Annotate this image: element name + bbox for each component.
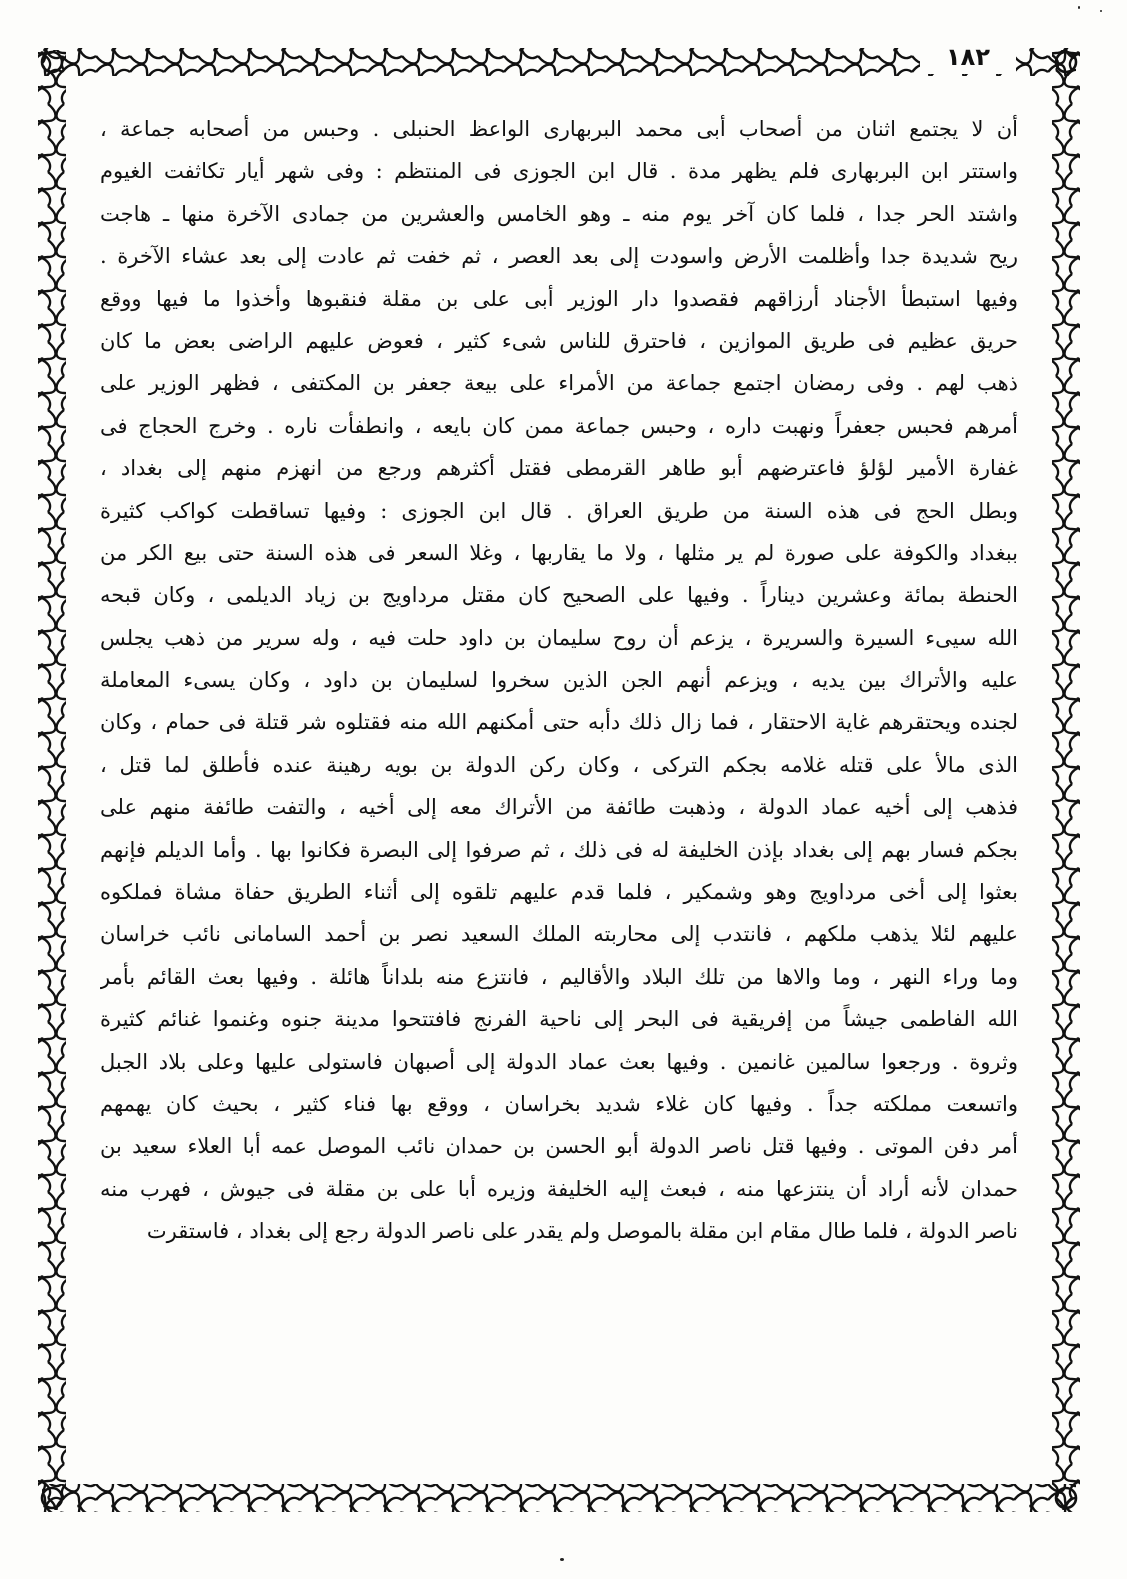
text-line: لجنده ويحتقرهم غاية الاحتقار ، فما زال ذلك دأبه حتى أمكنهم الله منه فقتلوه شر قتلة فى حمام ، وكان [100, 710, 1018, 735]
text-line: أن لا يجتمع اثنان من أصحاب أبى محمد البربهارى الواعظ الحنبلى . وحبس من أصحابه جماعة ، [100, 117, 1018, 141]
text-line: حمدان لأنه أراد أن ينتزعها منه ، فبعث إليه الخليفة وزيره أبا على بن مقلة فى جيوش ، فهرب منه [100, 1176, 1018, 1201]
text-line: الحنطة بمائة وعشرين ديناراً . وفيها على الصحيح كان مقتل مرداويج بن زياد الديلمى ، وكان قبحه [100, 583, 1018, 608]
text-line: بعثوا إلى أخى مرداويج وهو وشمكير ، فلما قدم عليهم تلقوه إلى أثناء الطريق حفاة مشاة فملكوه [100, 880, 1018, 905]
text-line: عليه والأتراك بين يديه ، ويزعم أنهم الجن الذين سخروا لسليمان بن داود ، وكان يسىء المعاملة [100, 668, 1018, 693]
text-line: وما وراء النهر ، وما والاها من تلك البلاد والأقاليم ، فانتزع منه بلداناً هائلة . وفيها بعث القائم بأمر [100, 964, 1018, 989]
text-line: غفارة الأمير لؤلؤ فاعترضهم أبو طاهر القرمطى فقتل أكثرهم ورجع من انهزم منهم إلى بغداد ، [100, 456, 1018, 481]
scan-speck [560, 1558, 564, 1561]
text-line: واتسعت مملكته جداً . وفيها كان غلاء شديد بخراسان ، ووقع بها فناء كثير ، بحيث كان يهمهم [100, 1091, 1018, 1116]
text-line: أمر دفن الموتى . وفيها قتل ناصر الدولة أبو الحسن بن حمدان نائب الموصل عمه أبا العلاء سعيد بن [100, 1134, 1018, 1159]
text-line: الله الفاطمى جيشاً من إفريقية فى البحر إلى ناحية الفرنج فافتتحوا مدينة جنوه وغنموا غنائم كثيرة [100, 1007, 1018, 1032]
text-line: وفيها استبطأ الأجناد أرزاقهم فقصدوا دار الوزير أبى على بن مقلة فنقبوها وأخذوا ما فيها ووقع [100, 286, 1018, 311]
text-line: وبطل الحج فى هذه السنة من طريق العراق . قال ابن الجوزى : وفيها تساقطت كواكب كثيرة [100, 498, 1018, 523]
text-line: ناصر الدولة ، فلما طال مقام ابن مقلة بالموصل ولم يقدر على ناصر الدولة رجع إلى بغداد ، فاستقرت [146, 1219, 1018, 1244]
text-line: واشتد الحر جدا ، فلما كان آخر يوم منه ـ وهو الخامس والعشرين من جمادى الآخرة منها ـ هاجت [100, 201, 1018, 226]
text-line: الله سيىء السيرة والسريرة ، يزعم أن روح سليمان بن داود حلت فيه ، وله سرير من ذهب يجلس [100, 625, 1018, 650]
text-line: واستتر ابن البربهارى فلم يظهر مدة . قال ابن الجوزى فى المنتظم : وفى شهر أيار تكاثفت الغيوم [100, 159, 1018, 184]
body-text [100, 108, 1018, 1488]
text-line: حريق عظيم فى طريق الموازين ، فاحترق للناس شىء كثير ، فعوض عليهم الراضى بعض ما كان [100, 328, 1018, 353]
text-line: وثروة . ورجعوا سالمين غانمين . وفيها بعث عماد الدولة إلى أصبهان فاستولى عليها وعلى بلاد الجبل [100, 1049, 1018, 1074]
text-line: بجكم فسار بهم إلى بغداد بإذن الخليفة له فى ذلك ، ثم صرفوا إلى البصرة فكانوا بها . وأما الديلم فإنهم [100, 837, 1018, 862]
scan-speck [1078, 6, 1080, 9]
text-line: أمرهم فحبس جعفراً ونهبت داره ، وحبس جماعة ممن كان بايعه ، وانطفأت ناره . وخرج الحجاج فى [100, 413, 1018, 438]
scan-speck [1100, 10, 1102, 12]
ornamental-border-frame [28, 36, 1090, 1524]
text-line: عليهم لئلا يذهب ملكهم ، فانتدب إلى محاربته الملك السعيد نصر بن أحمد السامانى نائب خراسان [100, 922, 1018, 947]
text-line: الذى مالأ على قتله غلامه بجكم التركى ، وكان ركن الدولة بن بويه رهينة عنده فأطلق لما قتل ، [100, 752, 1018, 777]
text-line: ريح شديدة جدا وأظلمت الأرض واسودت إلى بعد العصر ، ثم خفت ثم عادت إلى بعد عشاء الآخرة . [100, 244, 1018, 269]
text-line: ذهب لهم . وفى رمضان اجتمع جماعة من الأمراء على بيعة جعفر بن المكتفى ، فظهر الوزير على [100, 371, 1018, 396]
text-line: ببغداد والكوفة على صورة لم ير مثلها ، ولا ما يقاربها ، وغلا السعر فى هذه السنة حتى بيع الكر من [100, 540, 1018, 565]
text-line: فذهب إلى أخيه عماد الدولة ، وذهبت طائفة من الأتراك معه إلى أخيه ، والتفت طائفة منهم على [100, 795, 1018, 820]
page-number: ١٨٢ [920, 40, 1016, 74]
